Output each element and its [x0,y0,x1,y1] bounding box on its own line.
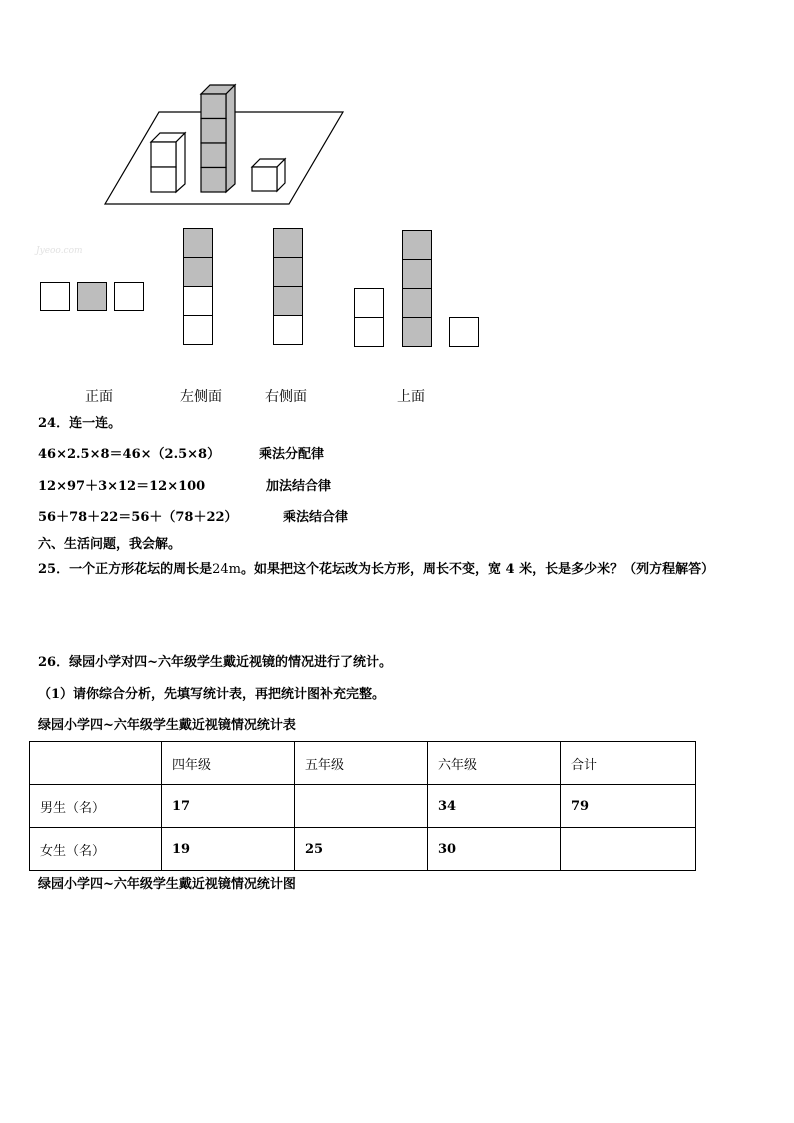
right-view-label: 右侧面 [265,389,307,405]
table-row-label: 男生（名） [30,785,162,828]
view-square [354,317,384,347]
view-square-shaded [273,228,303,258]
table-row-label: 女生（名） [30,828,162,871]
table-header-row [30,742,696,785]
table-header-cell: 四年级 [162,742,295,785]
view-square [183,286,213,316]
front-view-label: 正面 [85,389,113,405]
cube-stack-figure [0,0,794,220]
q24-right-item[interactable]: 乘法结合律 [283,510,349,525]
table-cell: 19 [162,828,295,871]
top-view-label: 上面 [397,389,425,405]
q26-title: 26．绿园小学对四~六年级学生戴近视镜的情况进行了统计。 [38,655,392,670]
q24-left-item[interactable]: 46×2.5×8＝46×（2.5×8） [38,447,221,462]
view-square-shaded [183,228,213,258]
q24-right-item[interactable]: 加法结合律 [266,479,332,494]
view-square-shaded [402,288,432,318]
middle-cube-column [201,85,235,192]
q24-left-item[interactable]: 12×97＋3×12＝12×100 [38,479,206,494]
table-cell: 25 [295,828,428,871]
q24-title: 24．连一连。 [38,416,122,431]
view-square [449,317,479,347]
view-square-shaded [77,282,107,311]
table-cell-blank[interactable] [295,785,428,828]
table-row [30,785,696,828]
table-header-cell: 合计 [561,742,696,785]
section-title: 六、生活问题，我会解。 [38,537,182,552]
q26-subquestion: （1）请你综合分析，先填写统计表，再把统计图补充完整。 [38,687,386,702]
chart-caption: 绿园小学四~六年级学生戴近视镜情况统计图 [38,877,296,892]
table-row [30,828,696,871]
view-square [354,288,384,318]
view-square [40,282,70,311]
watermark: Jyeoo.com [36,246,83,256]
q24-right-item[interactable]: 乘法分配律 [259,447,325,462]
q24-left-item[interactable]: 56＋78＋22＝56＋（78＋22） [38,510,238,525]
table-header-cell [30,742,162,785]
view-square-shaded [402,259,432,289]
view-square [114,282,144,311]
q25-text [38,562,714,578]
left-cube-column [151,133,185,192]
table-cell-blank[interactable] [561,828,696,871]
view-square-shaded [402,317,432,347]
q25-measure: 24m [212,562,241,577]
q25-text-part: 。如果把这个花坛改为长方形，周长不变，宽 4 米，长是多少米？（列方程解答） [240,562,715,577]
table-header-cell: 六年级 [428,742,561,785]
view-square [273,315,303,345]
table-cell: 30 [428,828,561,871]
view-square-shaded [273,257,303,287]
table-caption: 绿园小学四~六年级学生戴近视镜情况统计表 [38,718,296,733]
table-cell: 34 [428,785,561,828]
q25-text-part: 25．一个正方形花坛的周长是 [38,562,213,577]
table-cell: 17 [162,785,295,828]
table-header-cell: 五年级 [295,742,428,785]
view-square-shaded [273,286,303,316]
left-view-label: 左侧面 [180,389,222,405]
view-square-shaded [402,230,432,260]
statistics-table [29,741,696,871]
right-single-cube [252,159,285,191]
view-square-shaded [183,257,213,287]
view-square [183,315,213,345]
table-cell: 79 [561,785,696,828]
